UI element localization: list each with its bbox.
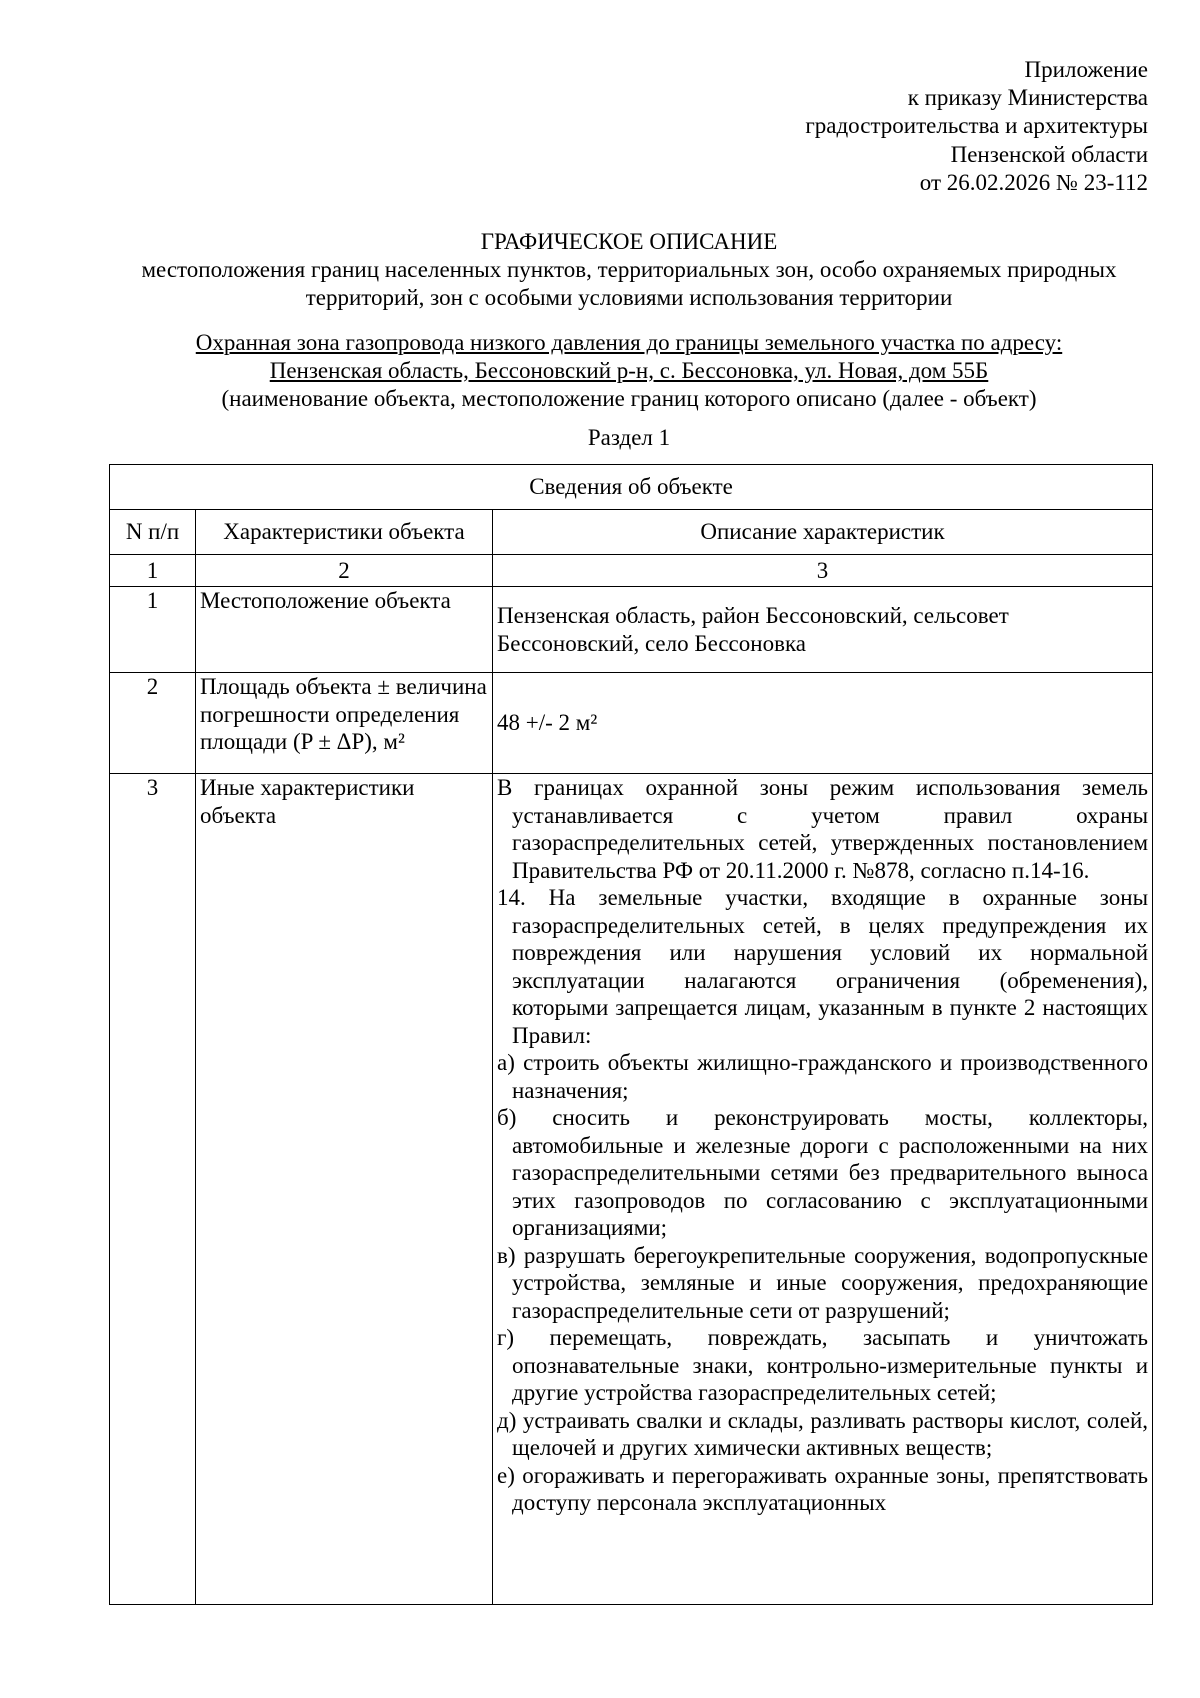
row-number: 2 (110, 673, 196, 774)
restriction-item: б) сносить и реконструировать мосты, коллекторы, автомобильные и железные дороги с расположенными на них газораспределительными сетями без предварительного выноса этих газопроводов по согласованию с эксплуатационными организациями; (497, 1105, 1149, 1240)
object-name-block (102, 329, 1156, 413)
area-value: 48 +/- 2 м² (493, 673, 1153, 774)
restriction-item: в) разрушать берегоукрепительные сооружения, водопропускные устройства, земляные и иные сооружения, предохраняющие газораспределительные сети от разрушений; (497, 1242, 1149, 1323)
appendix-order-date: от 26.02.2026 № 23-112 (919, 169, 1148, 195)
table-column-numbers-row (110, 555, 1153, 587)
restriction-item: г) перемещать, повреждать, засыпать и уничтожать опознавательные знаки, контрольно-измерительные пункты и другие устройства газораспределительных сетей; (497, 1325, 1149, 1405)
document-subtitle: территорий, зон с особыми условиями использования территории (305, 285, 953, 310)
column-number: 2 (196, 555, 493, 587)
column-number: 3 (493, 555, 1153, 587)
description-paragraph: 14. На земельные участки, входящие в охранные зоны газораспределительных сетей, в целях предупреждения их повреждения или нарушения условий их нормальной эксплуатации налагаются ограничения (обременения), которыми запрещается лицам, указанным в пункте 2 настоящих Правил: (497, 885, 1149, 1048)
table-row (110, 587, 1153, 673)
object-address: Пензенская область, Бессоновский р-н, с. Бессоновка, ул. Новая, дом 55Б (269, 358, 989, 383)
description-paragraph: В границах охранной зоны режим использования земель устанавливается с учетом правил охраны газораспределительных сетей, утвержденных постановлением Правительства РФ от 20.11.2000 г. №878, согласно п.14-16. (497, 775, 1149, 883)
appendix-line: Пензенской области (950, 141, 1148, 167)
appendix-line: к приказу Министерства (907, 85, 1148, 111)
object-info-table (109, 464, 1153, 1605)
document-title: ГРАФИЧЕСКОЕ ОПИСАНИЕ (480, 229, 778, 254)
row-characteristic: Площадь объекта ± величина погрешности определения площади (P ± ΔP), м² (196, 673, 493, 774)
row-characteristic: Местоположение объекта (196, 587, 493, 673)
section-title: Раздел 1 (587, 425, 671, 450)
row-characteristic: Иные характеристики объекта (196, 774, 493, 1605)
table-header-cell: Характеристики объекта (196, 510, 493, 555)
table-caption-row (110, 465, 1153, 510)
table-row (110, 673, 1153, 774)
document-subtitle: местоположения границ населенных пунктов, территориальных зон, особо охраняемых природных (141, 257, 1117, 282)
restriction-item: е) огораживать и перегораживать охранные зоны, препятствовать доступу персонала эксплуатационных (497, 1462, 1149, 1515)
object-name-note: (наименование объекта, местоположение границ которого описано (далее - объект) (221, 386, 1037, 411)
table-header-cell: Описание характеристик (493, 510, 1153, 555)
appendix-block (805, 56, 1148, 197)
table-row (110, 774, 1153, 1605)
appendix-line: градостроительства и архитектуры (805, 113, 1148, 139)
restriction-item: а) строить объекты жилищно-гражданского и производственного назначения; (497, 1050, 1149, 1103)
row-description (493, 774, 1153, 1605)
restriction-item: д) устраивать свалки и склады, разливать растворы кислот, солей, щелочей и других химически активных веществ; (497, 1407, 1149, 1460)
location-value: Пензенская область, район Бессоновский, сельсовет Бессоновский, село Бессоновка (497, 603, 1009, 656)
table-header-cell: N п/п (110, 510, 196, 555)
row-number: 3 (110, 774, 196, 1605)
document-heading (102, 228, 1156, 312)
appendix-line: Приложение (1024, 57, 1148, 82)
row-number: 1 (110, 587, 196, 673)
object-name: Охранная зона газопровода низкого давления до границы земельного участка по адресу: (195, 330, 1063, 355)
table-header-row (110, 510, 1153, 555)
column-number: 1 (110, 555, 196, 587)
table-caption: Сведения об объекте (110, 465, 1153, 510)
row-description (493, 587, 1153, 673)
